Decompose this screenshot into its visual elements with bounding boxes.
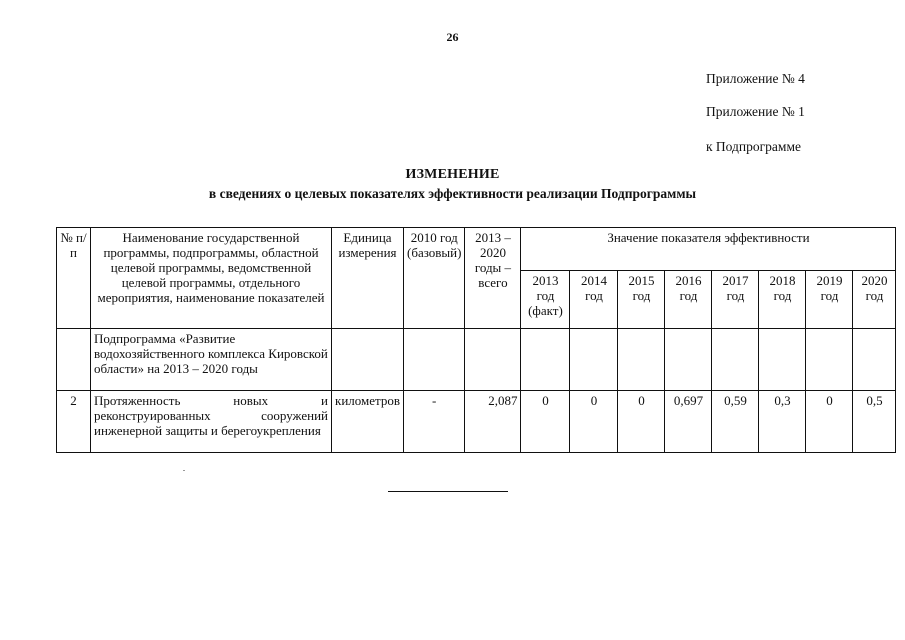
row-value: 0 [570,391,618,453]
row-num: 2 [57,391,91,453]
document-title [0,167,905,202]
header-base-year: 2010 год (базовый) [404,228,465,329]
header-year: 2018 год [759,271,806,329]
closing-rule [388,491,508,492]
table-row [57,391,896,453]
row-value: 0,3 [759,391,806,453]
row-value: 0,59 [712,391,759,453]
subprogram-name: Подпрограмма «Развитие водохозяйственного комплекса Кировской области» на 2013 – 2020 годы [91,329,332,391]
header-year: 2015 год [618,271,665,329]
appendix-line-1: Приложение № 4 [706,71,805,86]
header-year: 2013 год (факт) [521,271,570,329]
row-value: 0,697 [665,391,712,453]
header-year: 2017 год [712,271,759,329]
title-subtitle: в сведениях о целевых показателях эффективности реализации Подпрограммы [208,186,697,201]
row-indicator-name: Протяженность новых и реконструированных сооружений инженерной защиты и берегоукрепления [91,391,332,453]
scan-speck [183,470,185,471]
row-unit: километров [332,391,404,453]
indicators-table [56,227,896,453]
title-main: ИЗМЕНЕНИЕ [405,167,500,182]
page-number: 26 [446,30,459,44]
row-value: 0 [806,391,853,453]
row-value: 0,5 [853,391,896,453]
header-year: 2020 год [853,271,896,329]
header-year: 2019 год [806,271,853,329]
table-header-row [57,228,896,271]
row-total-value: 2,087 [465,391,521,453]
appendix-line-3: к Подпрограмме [706,139,801,154]
header-year: 2014 год [570,271,618,329]
row-base-value: - [404,391,465,453]
header-values-group: Значение показателя эффективности [521,228,896,271]
header-unit: Единица измерения [332,228,404,329]
row-value: 0 [521,391,570,453]
appendix-line-2: Приложение № 1 [706,104,805,119]
header-num: № п/п [57,228,91,329]
subprogram-row [57,329,896,391]
header-year: 2016 год [665,271,712,329]
header-total: 2013 – 2020 годы – всего [465,228,521,329]
row-value: 0 [618,391,665,453]
header-name: Наименование государственной программы, подпрограммы, областной целевой программы, ведомственной целевой программы, отдельного мероприятия, наименование показателей [91,228,332,329]
